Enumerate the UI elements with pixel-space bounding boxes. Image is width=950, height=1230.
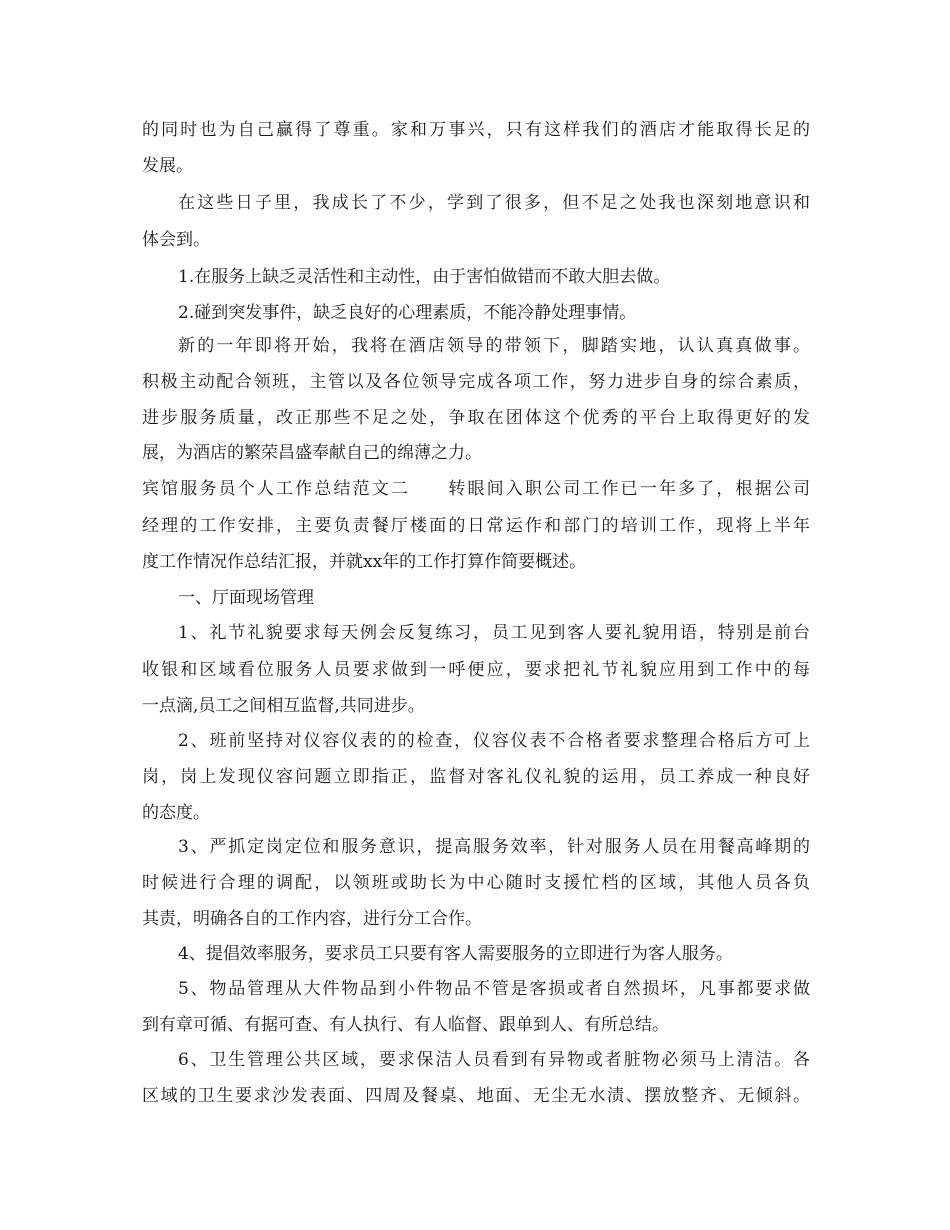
text-line: 1.在服务上缺乏灵活性和主动性，由于害怕做错而不敢大胆去做。 [178, 267, 671, 287]
text-line: 度工作情况作总结汇报，并就xx年的工作打算作简要概述。 [142, 552, 587, 572]
text-line: 一、厅面现场管理 [178, 588, 314, 608]
text-line: 在这些日子里，我成长了不少，学到了很多，但不足之处我也深刻地意识和 [178, 193, 810, 213]
text-line: 收银和区域看位服务人员要求做到一呼便应，要求把礼节礼貌应用到工作中的每 [142, 660, 810, 680]
text-line: 经理的工作安排，主要负责餐厅楼面的日常运作和部门的培训工作，现将上半年 [142, 516, 810, 536]
text-line: 展，为酒店的繁荣昌盛奉献自己的绵薄之力。 [142, 443, 482, 463]
text-line: 1、礼节礼貌要求每天例会反复练习，员工见到客人要礼貌用语，特别是前台 [178, 623, 810, 643]
text-line: 其责，明确各自的工作内容，进行分工合作。 [142, 909, 482, 929]
text-line: 3、严抓定岗定位和服务意识，提高服务效率，针对服务人员在用餐高峰期的 [178, 837, 810, 857]
text-line: 区域的卫生要求沙发表面、四周及餐桌、地面、无尘无水渍、摆放整齐、无倾斜。 [142, 1086, 810, 1106]
text-line: 时候进行合理的调配，以领班或助长为中心随时支援忙档的区域，其他人员各负 [142, 873, 810, 893]
text-line: 的态度。 [142, 803, 210, 823]
text-line: 新的一年即将开始，我将在酒店领导的带领下，脚踏实地，认认真真做事。 [178, 336, 810, 356]
text-line: 2.碰到突发事件，缺乏良好的心理素质，不能冷静处理事情。 [178, 303, 637, 323]
text-line: 宾馆服务员个人工作总结范文二 转眼间入职公司工作已一年多了，根据公司 [142, 479, 810, 499]
text-line: 5、物品管理从大件物品到小件物品不管是客损或者自然损坏，凡事都要求做 [178, 979, 810, 999]
text-line: 的同时也为自己赢得了尊重。家和万事兴，只有这样我们的酒店才能取得长足的 [142, 120, 810, 140]
text-line: 4、提倡效率服务，要求员工只要有客人需要服务的立即进行为客人服务。 [178, 944, 733, 964]
text-line: 6、卫生管理公共区域，要求保洁人员看到有异物或者脏物必须马上清洁。各 [178, 1050, 810, 1070]
text-line: 进步服务质量，改正那些不足之处，争取在团体这个优秀的平台上取得更好的发 [142, 408, 810, 428]
text-line: 积极主动配合领班，主管以及各位领导完成各项工作，努力进步自身的综合素质， [142, 372, 810, 392]
text-line: 2、班前坚持对仪容仪表的的检查，仪容仪表不合格者要求整理合格后方可上 [178, 731, 810, 751]
text-line: 到有章可循、有据可查、有人执行、有人临督、跟单到人、有所总结。 [142, 1015, 669, 1035]
text-line: 发展。 [142, 156, 193, 176]
text-line: 体会到。 [142, 230, 210, 250]
text-line: 岗，岗上发现仪容问题立即指正，监督对客礼仪礼貌的运用，员工养成一种良好 [142, 767, 810, 787]
text-line: 一点滴,员工之间相互监督,共同进步。 [142, 696, 425, 716]
